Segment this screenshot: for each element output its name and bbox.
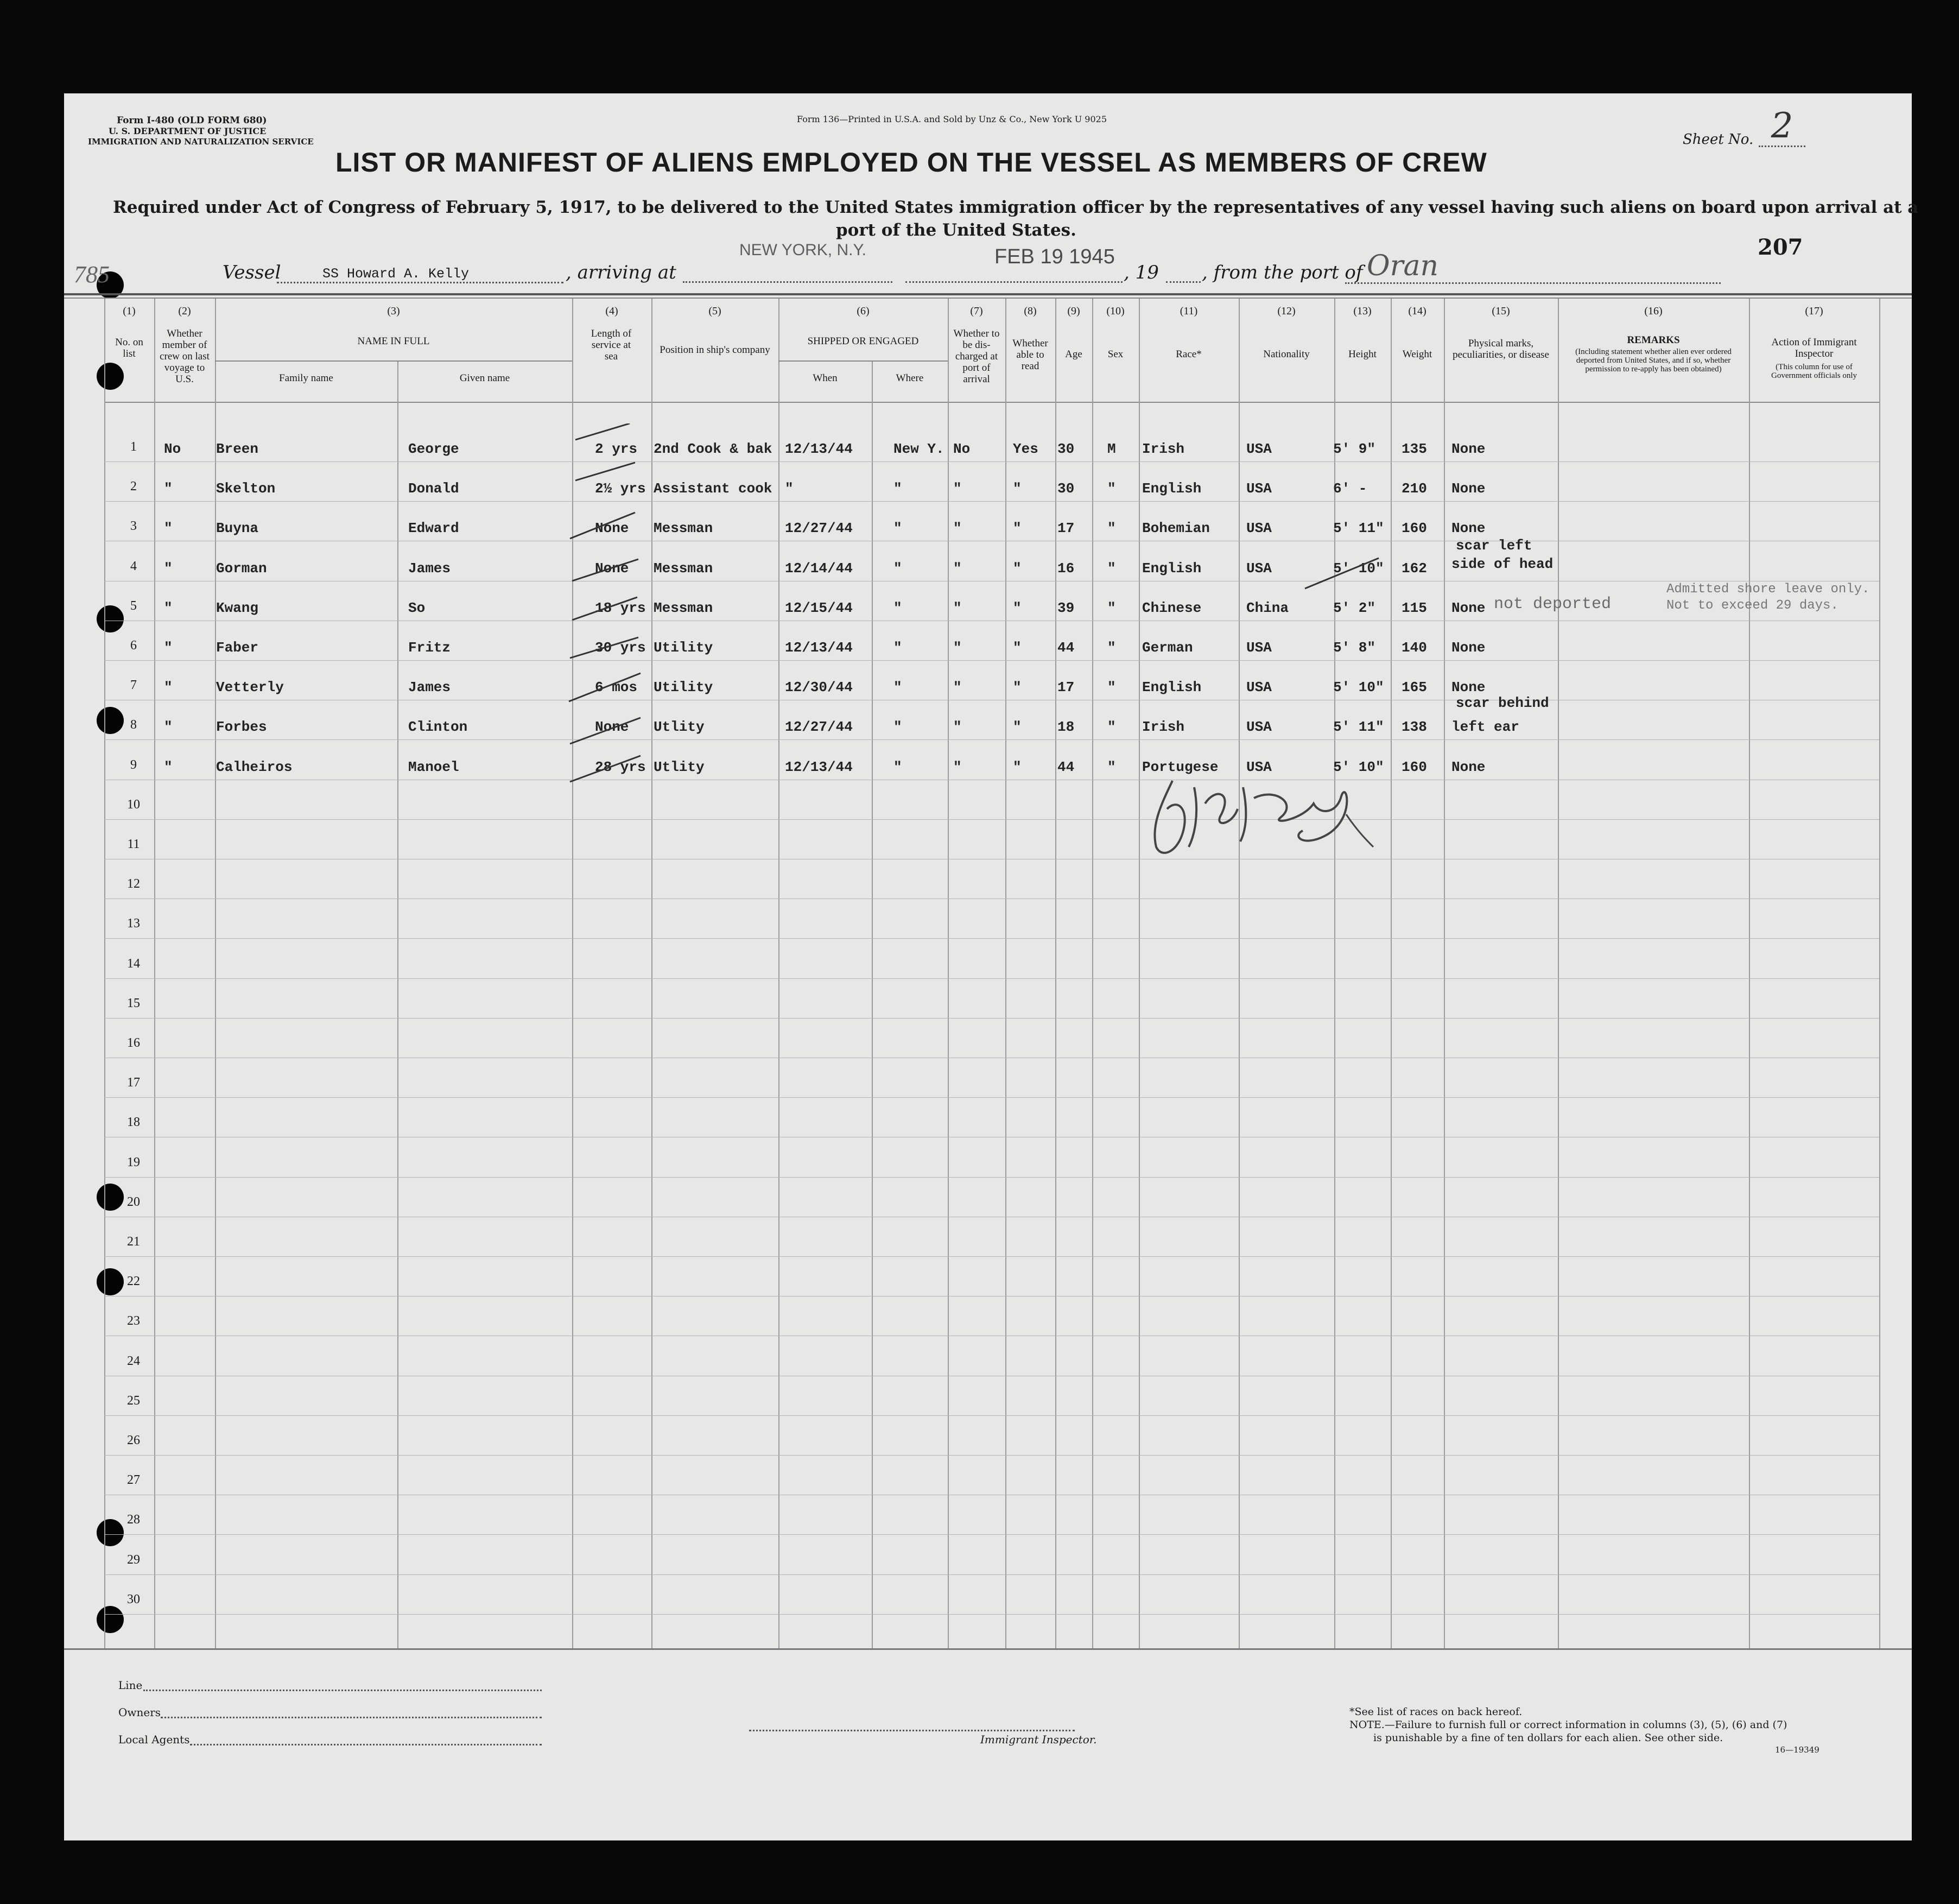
row-rule [104,1018,1879,1019]
age-cell: 16 [1057,560,1075,577]
discharged-cell: " [953,640,962,656]
footer-note-penalty-1: NOTE.—Failure to furnish full or correct information in columns (3), (5), (6) and (7) [1349,1719,1787,1731]
row-number: 12 [127,877,140,891]
shipped-when-cell: 12/13/44 [785,441,853,457]
able-to-read-cell: " [1013,679,1022,696]
discharged-cell: " [953,599,962,616]
hdr-when: When [813,372,838,384]
arriving-label: , arriving at [566,262,676,283]
row-number: 15 [127,996,140,1010]
from-port-label: , from the port of [1202,262,1363,283]
footer-agents-label: Local Agents [118,1733,190,1746]
sex-cell: " [1107,520,1116,537]
given-name-cell: Edward [408,520,459,537]
given-name-cell: Clinton [408,719,468,736]
height-cell: 5' 9" [1333,441,1376,457]
row-rule [104,660,1879,661]
hdr-sex: Sex [1107,349,1124,360]
race-cell: Irish [1142,719,1185,736]
hdr-physical-marks: Physical marks, peculiarities, or disease [1453,338,1549,360]
shipped-subheader-rule [778,360,948,362]
race-cell: English [1142,480,1202,497]
row-rule [104,1415,1879,1416]
colnum-3: (3) [387,305,400,317]
row-rule [104,461,1879,462]
inspector-signature [1140,766,1379,863]
weight-cell: 138 [1402,719,1427,736]
service-length-cell: 18 yrs [595,599,646,616]
service-length-cell: 2½ yrs [595,480,646,497]
nationality-cell: USA [1246,679,1272,696]
colnum-10: (10) [1106,305,1125,317]
prev-voyage-cell: " [164,520,173,537]
shipped-where-cell: " [893,480,902,497]
family-name-cell: Vetterly [216,679,284,696]
prev-voyage-cell: " [164,719,173,736]
height-cell: 5' 8" [1333,640,1376,656]
year-label: , 19 [1124,262,1159,283]
race-cell: Bohemian [1142,520,1210,537]
hdr-able-read: Whether able to read [1012,338,1048,372]
colnum-1: (1) [123,305,136,317]
able-to-read-cell: " [1013,640,1022,656]
weight-cell: 135 [1402,441,1427,457]
service-length-cell: 2 yrs [595,441,638,457]
sex-cell: " [1107,560,1116,577]
family-name-cell: Buyna [216,520,259,537]
service-length-cell: 6 mos [595,679,638,696]
height-cell: 5' 11" [1333,719,1384,736]
year-line [1166,281,1201,283]
name-subheader-rule [215,360,572,362]
row-number: 29 [127,1552,140,1567]
nationality-cell: USA [1246,560,1272,577]
colnum-15: (15) [1492,305,1510,317]
row-number: 21 [127,1235,140,1249]
family-name-cell: Calheiros [216,758,293,775]
service-length-cell: 30 yrs [595,640,646,656]
service-strike-marks [565,423,662,793]
nationality-cell: USA [1246,719,1272,736]
age-cell: 30 [1057,480,1075,497]
colnum-6: (6) [857,305,870,317]
given-name-cell: Donald [408,480,459,497]
page-number: 207 [1758,235,1803,260]
sex-cell: " [1107,640,1116,656]
colnum-17: (17) [1805,305,1823,317]
row-number: 3 [130,519,137,534]
service-length-cell: None [595,520,629,537]
prev-voyage-cell: " [164,758,173,775]
age-cell: 18 [1057,719,1075,736]
race-cell: Chinese [1142,599,1202,616]
shipped-when-cell: 12/30/44 [785,679,853,696]
row-rule [104,978,1879,979]
row-number: 4 [130,559,137,573]
row-number: 1 [130,440,137,454]
given-name-cell: So [408,599,426,616]
weight-cell: 140 [1402,640,1427,656]
physical-marks-cell: None [1451,599,1486,616]
physical-marks-continuation: scar left [1456,537,1532,554]
position-cell: 2nd Cook & bak [654,441,772,457]
discharged-cell: " [953,758,962,775]
weight-cell: 210 [1402,480,1427,497]
physical-marks-continuation: scar behind [1456,695,1549,711]
hdr-where: Where [896,372,924,384]
shipped-when-cell: " [785,480,794,497]
position-cell: Assistant cook [654,480,772,497]
weight-cell: 115 [1402,599,1427,616]
physical-marks-cell: None [1451,520,1486,537]
able-to-read-cell: " [1013,520,1022,537]
punch-hole [97,363,124,390]
row-rule [104,1574,1879,1575]
row-number: 28 [127,1513,140,1527]
shipped-when-cell: 12/13/44 [785,758,853,775]
physical-marks-cell: None [1451,441,1486,457]
service-length-cell: 28 yrs [595,758,646,775]
family-name-cell: Faber [216,640,259,656]
colnum-8: (8) [1024,305,1037,317]
row-rule [104,501,1879,502]
position-cell: Utlity [654,758,705,775]
age-cell: 44 [1057,640,1075,656]
colnum-9: (9) [1067,305,1080,317]
sex-cell: " [1107,758,1116,775]
sheet-label: Sheet No. [1683,131,1754,148]
row-rule [104,1256,1879,1257]
sheet-number: 2 [1759,106,1805,147]
physical-marks-cell: None [1451,480,1486,497]
height-correction-mark [1303,554,1384,592]
row-rule [104,1614,1879,1615]
family-name-cell: Breen [216,441,259,457]
physical-marks-cell: None [1451,758,1486,775]
row-number: 25 [127,1393,140,1408]
row-number: 2 [130,479,137,494]
prev-voyage-cell: No [164,441,181,457]
race-cell: German [1142,640,1193,656]
hdr-prev-voyage: Whether member of crew on last voyage to U.S. [160,328,210,385]
row-number: 7 [130,678,137,693]
row-rule [104,739,1879,740]
physical-marks-cell: None [1451,640,1486,656]
shipped-when-cell: 12/27/44 [785,520,853,537]
row-number: 14 [127,956,140,971]
prev-voyage-cell: " [164,560,173,577]
vessel-label: Vessel [223,262,281,283]
printer-note: Form 136—Printed in U.S.A. and Sold by Unz & Co., New York U 9025 [797,114,1107,124]
sex-cell: " [1107,599,1116,616]
weight-cell: 160 [1402,758,1427,775]
nationality-cell: USA [1246,520,1272,537]
date-stamp: FEB 19 1945 [994,245,1115,268]
shipped-where-cell: " [893,640,902,656]
inspector-signature-line [749,1730,1075,1731]
row-number: 6 [130,638,137,653]
arriving-port-line [683,281,892,283]
shipped-when-cell: 12/14/44 [785,560,853,577]
shipped-when-cell: 12/15/44 [785,599,853,616]
race-cell: Irish [1142,441,1185,457]
row-number: 30 [127,1592,140,1606]
row-number: 27 [127,1473,140,1488]
header-bottom-rule [104,402,1879,403]
row-number: 10 [127,797,140,812]
able-to-read-cell: " [1013,480,1022,497]
height-cell: 6' - [1333,480,1367,497]
row-number: 17 [127,1076,140,1090]
hdr-discharged: Whether to be dis-charged at port of arrival [953,328,1000,385]
nationality-cell: USA [1246,480,1272,497]
footer-note-penalty-2: is punishable by a fine of ten dollars for each alien. See other side. [1373,1732,1723,1744]
row-number: 13 [127,916,140,931]
position-cell: Messman [654,520,713,537]
form-dept: U. S. DEPARTMENT OF JUSTICE [109,126,267,136]
height-cell: 5' 2" [1333,599,1376,616]
shipped-where-cell: " [893,520,902,537]
shipped-where-cell: New Y. [893,441,944,457]
prev-voyage-cell: " [164,599,173,616]
punch-hole [97,1606,124,1633]
date-line [905,281,1123,283]
hdr-remarks: REMARKS [1627,334,1680,346]
weight-cell: 162 [1402,560,1427,577]
form-service: IMMIGRATION AND NATURALIZATION SERVICE [88,137,314,147]
colnum-2: (2) [178,305,191,317]
hdr-family-name: Family name [279,372,333,384]
hdr-weight: Weight [1402,349,1432,360]
colnum-7: (7) [970,305,983,317]
hdr-height: Height [1348,349,1377,360]
row-number: 8 [130,718,137,732]
page-title: LIST OR MANIFEST OF ALIENS EMPLOYED ON THE VESSEL AS MEMBERS OF CREW [335,147,1487,178]
discharged-cell: " [953,480,962,497]
row-number: 16 [127,1036,140,1050]
family-name-cell: Forbes [216,719,267,736]
footer-owners-label: Owners [118,1706,161,1719]
prev-voyage-cell: " [164,640,173,656]
hdr-no-on-list: No. on list [115,337,143,359]
sex-cell: " [1107,719,1116,736]
hdr-inspector-note: (This column for use of Government officials only [1771,363,1857,380]
hdr-inspector-action: Action of Immigrant Inspector [1771,337,1857,359]
nationality-cell: USA [1246,758,1272,775]
shipped-where-cell: " [893,679,902,696]
colnum-5: (5) [708,305,721,317]
colnum-13: (13) [1353,305,1372,317]
footer-agents-field [190,1744,542,1745]
position-cell: Messman [654,599,713,616]
form-number: Form I-480 (OLD FORM 680) [117,115,267,126]
able-to-read-cell: " [1013,599,1022,616]
row-number: 9 [130,757,137,772]
given-name-cell: George [408,441,459,457]
inspector-stamp-line2: Not to exceed 29 days. [1666,598,1838,613]
shipped-where-cell: " [893,758,902,775]
shipped-where-cell: " [893,599,902,616]
colnum-4: (4) [605,305,618,317]
able-to-read-cell: Yes [1013,441,1038,457]
position-cell: Utlity [654,719,705,736]
corner-mark: 785 [74,261,110,288]
position-cell: Messman [654,560,713,577]
row-rule [104,1534,1879,1535]
colnum-12: (12) [1277,305,1296,317]
footer-owners-field [161,1717,542,1718]
row-number: 23 [127,1314,140,1329]
family-name-cell: Skelton [216,480,276,497]
row-rule [104,1097,1879,1098]
race-cell: English [1142,679,1202,696]
family-name-cell: Gorman [216,560,267,577]
discharged-cell: No [953,441,971,457]
row-number: 18 [127,1115,140,1130]
vessel-name: SS Howard A. Kelly [277,266,563,283]
table-bottom-rule [64,1648,1912,1650]
row-number: 26 [127,1433,140,1447]
table-top-rule [64,293,1912,295]
height-cell: 5' 10" [1333,758,1384,775]
inspector-stamp-line1: Admitted shore leave only. [1666,582,1870,597]
colnum-11: (11) [1180,305,1198,317]
hdr-age: Age [1065,349,1082,360]
row-rule [104,819,1879,820]
age-cell: 39 [1057,599,1075,616]
footer-note-races: *See list of races on back hereof. [1349,1706,1523,1718]
col-divider [1879,299,1880,1648]
row-rule [104,938,1879,939]
sex-cell: M [1107,441,1116,457]
hdr-given-name: Given name [459,372,510,384]
subtitle-line1: Required under Act of Congress of February 5, 1917, to be delivered to the United States immigration officer by the representatives of any vessel having such aliens on board upon arrival at a [113,198,1919,217]
row-rule [104,1177,1879,1178]
given-name-cell: Manoel [408,758,459,775]
footer-line-field [143,1690,542,1691]
prev-voyage-cell: " [164,679,173,696]
nationality-cell: USA [1246,640,1272,656]
weight-cell: 165 [1402,679,1427,696]
table-top-rule-2 [64,298,1912,299]
weight-cell: 160 [1402,520,1427,537]
race-cell: Portugese [1142,758,1219,775]
nationality-cell: USA [1246,441,1272,457]
age-cell: 30 [1057,441,1075,457]
able-to-read-cell: " [1013,560,1022,577]
position-cell: Utility [654,640,713,656]
row-rule [104,1455,1879,1456]
physical-marks-cell: side of head [1451,555,1554,572]
hdr-shipped-engaged: SHIPPED OR ENGAGED [807,336,919,347]
shipped-when-cell: 12/13/44 [785,640,853,656]
age-cell: 44 [1057,758,1075,775]
sex-cell: " [1107,480,1116,497]
hdr-length-service: Length of service at sea [591,328,632,362]
age-cell: 17 [1057,679,1075,696]
row-number: 24 [127,1353,140,1368]
hdr-nationality: Nationality [1263,349,1310,360]
hdr-name-in-full: NAME IN FULL [357,336,430,347]
age-cell: 17 [1057,520,1075,537]
shipped-where-cell: " [893,719,902,736]
physical-marks-cell: None [1451,679,1486,696]
discharged-cell: " [953,560,962,577]
height-cell: 5' 11" [1333,520,1384,537]
row-number: 22 [127,1274,140,1289]
subtitle-line2: port of the United States. [836,220,1076,240]
footer-inspector-label: Immigrant Inspector. [980,1733,1097,1746]
row-number: 19 [127,1155,140,1169]
row-number: 5 [130,598,137,613]
discharged-cell: " [953,520,962,537]
colnum-14: (14) [1408,305,1427,317]
discharged-cell: " [953,679,962,696]
hdr-race: Race* [1176,349,1202,360]
colnum-16: (16) [1644,305,1663,317]
hdr-remarks-note: (Including statement whether alien ever ordered deported from United States, and if so, whether permission to re-apply has been obtained) [1575,347,1732,374]
height-cell: 5' 10" [1333,679,1384,696]
physical-marks-cell: left ear [1451,719,1519,736]
footer-form-code: 16—19349 [1775,1745,1819,1755]
from-port-value: Oran [1345,250,1721,284]
race-cell: English [1142,560,1202,577]
remarks-stamp: not deported [1494,595,1612,613]
shipped-when-cell: 12/27/44 [785,719,853,736]
service-length-cell: None [595,560,629,577]
shipped-where-cell: " [893,560,902,577]
nationality-cell: China [1246,599,1289,616]
able-to-read-cell: " [1013,719,1022,736]
given-name-cell: Fritz [408,640,451,656]
hdr-position: Position in ship's company [660,344,770,356]
sex-cell: " [1107,679,1116,696]
discharged-cell: " [953,719,962,736]
height-cell: 5' 10" [1333,560,1384,577]
able-to-read-cell: " [1013,758,1022,775]
prev-voyage-cell: " [164,480,173,497]
given-name-cell: James [408,560,451,577]
row-number: 20 [127,1194,140,1209]
service-length-cell: None [595,719,629,736]
family-name-cell: Kwang [216,599,259,616]
position-cell: Utility [654,679,713,696]
arriving-port-stamp: NEW YORK, N.Y. [739,241,866,259]
row-number: 11 [127,837,140,851]
footer-line-label: Line [118,1679,143,1692]
given-name-cell: James [408,679,451,696]
